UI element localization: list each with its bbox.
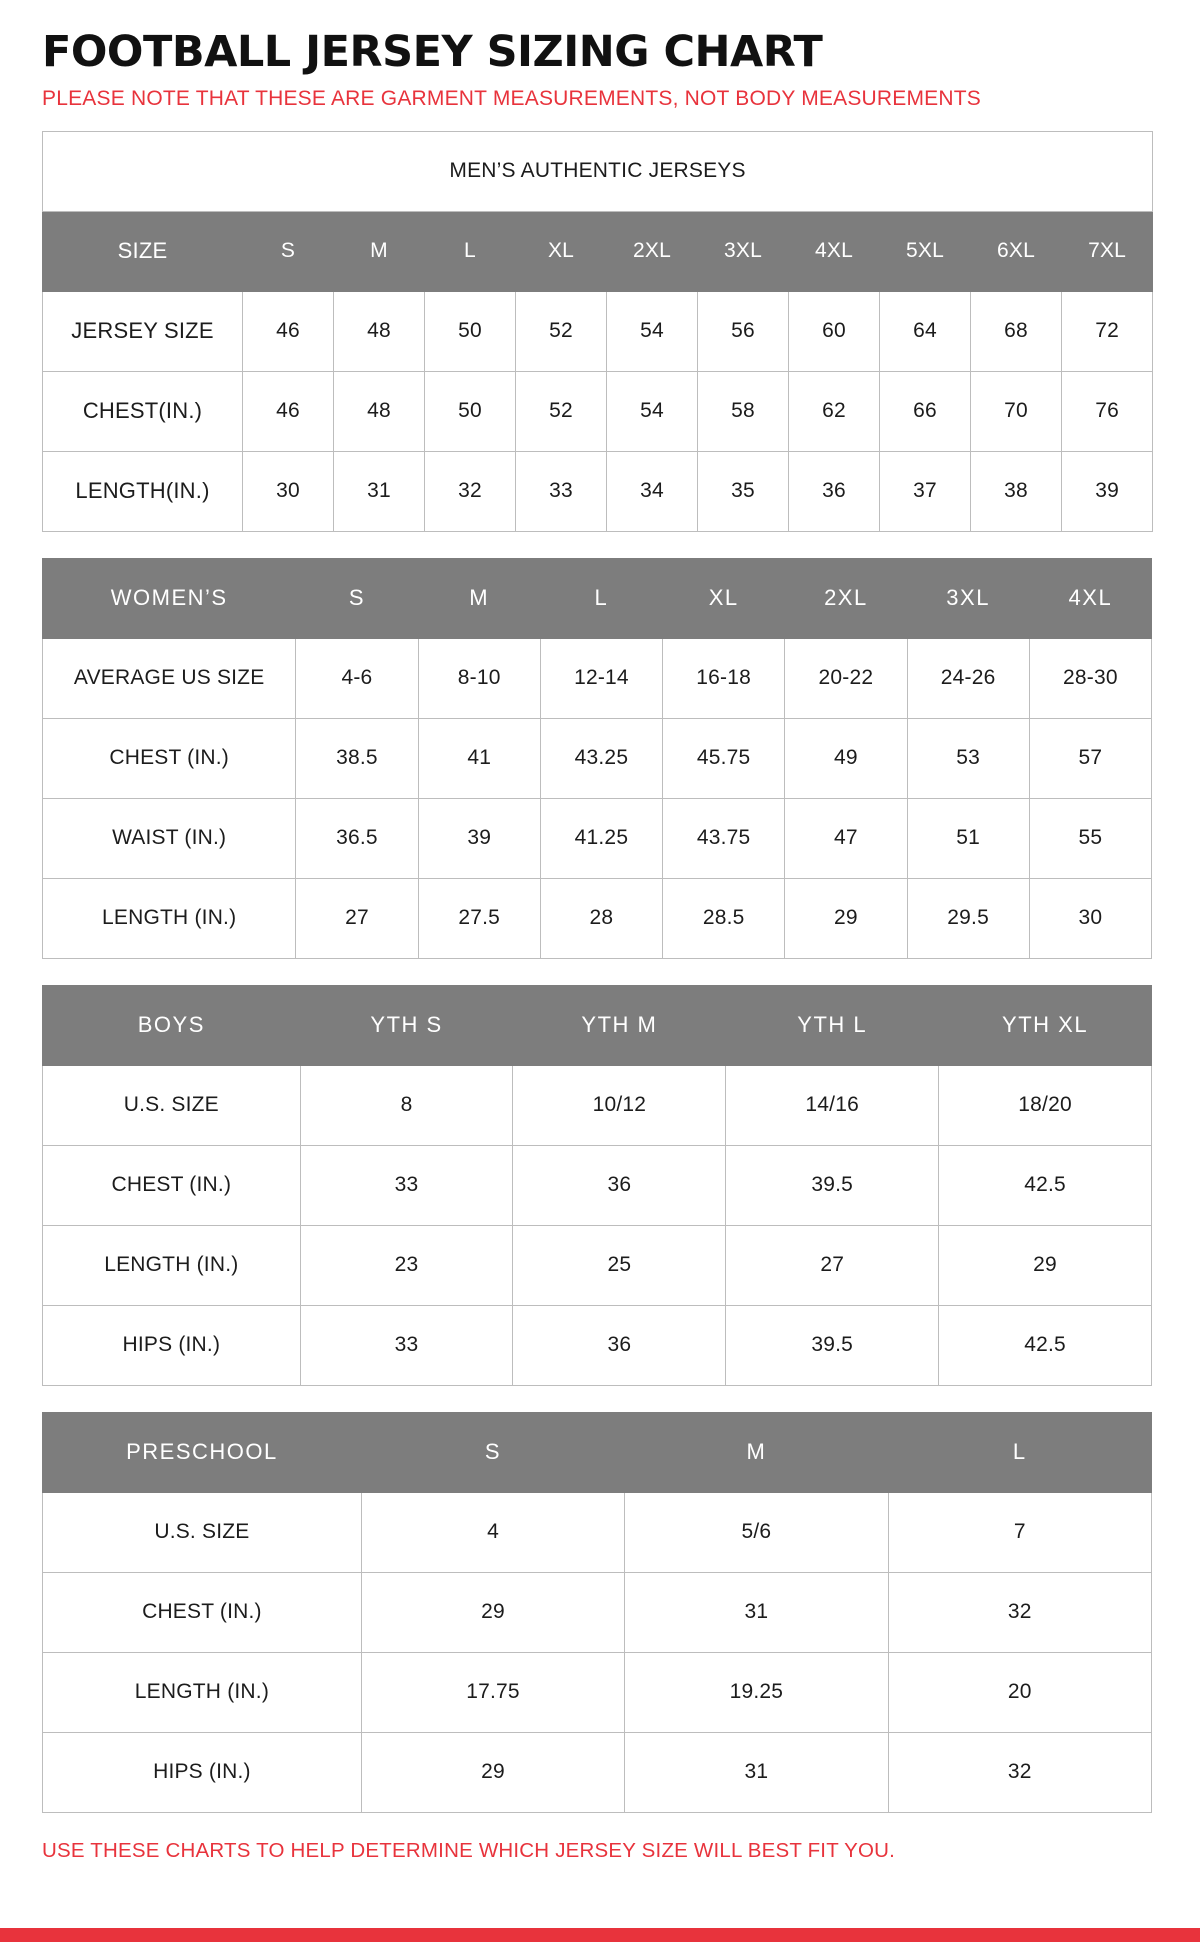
- row-label: CHEST (IN.): [43, 718, 296, 798]
- row-label: JERSEY SIZE: [43, 291, 243, 371]
- row-label: WAIST (IN.): [43, 798, 296, 878]
- cell: 16-18: [663, 638, 785, 718]
- cell: 33: [516, 451, 607, 531]
- cell: 43.25: [540, 718, 662, 798]
- cell: 60: [789, 291, 880, 371]
- cell: 10/12: [513, 1065, 726, 1145]
- womens-header-cell: M: [418, 558, 540, 638]
- cell: 28-30: [1029, 638, 1151, 718]
- table-row: [43, 1572, 1152, 1652]
- cell: 76: [1062, 371, 1153, 451]
- mens-header-cell: 6XL: [971, 211, 1062, 291]
- cell: 31: [625, 1572, 888, 1652]
- cell: 50: [425, 371, 516, 451]
- cell: 64: [880, 291, 971, 371]
- cell: 42.5: [939, 1305, 1152, 1385]
- boys-header-cell: BOYS: [43, 985, 301, 1065]
- cell: 31: [334, 451, 425, 531]
- table-row: [43, 1652, 1152, 1732]
- cell: 54: [607, 291, 698, 371]
- row-label: CHEST (IN.): [43, 1572, 362, 1652]
- cell: 30: [1029, 878, 1151, 958]
- preschool-header-cell: S: [361, 1412, 624, 1492]
- cell: 8-10: [418, 638, 540, 718]
- table-row: [43, 878, 1152, 958]
- boys-header-cell: YTH M: [513, 985, 726, 1065]
- cell: 29: [785, 878, 907, 958]
- row-label: CHEST (IN.): [43, 1145, 301, 1225]
- cell: 52: [516, 291, 607, 371]
- table-row: [43, 798, 1152, 878]
- mens-header-cell: S: [243, 211, 334, 291]
- cell: 66: [880, 371, 971, 451]
- cell: 36.5: [296, 798, 418, 878]
- table-row: [43, 1732, 1152, 1812]
- cell: 52: [516, 371, 607, 451]
- row-label: LENGTH (IN.): [43, 878, 296, 958]
- mens-header-cell: 4XL: [789, 211, 880, 291]
- mens-header-row: [43, 211, 1153, 291]
- womens-header-cell: L: [540, 558, 662, 638]
- cell: 42.5: [939, 1145, 1152, 1225]
- cell: 38.5: [296, 718, 418, 798]
- table-row: [43, 371, 1153, 451]
- cell: 45.75: [663, 718, 785, 798]
- cell: 25: [513, 1225, 726, 1305]
- cell: 28: [540, 878, 662, 958]
- cell: 4-6: [296, 638, 418, 718]
- cell: 14/16: [726, 1065, 939, 1145]
- row-label: HIPS (IN.): [43, 1732, 362, 1812]
- table-row: [43, 718, 1152, 798]
- cell: 56: [698, 291, 789, 371]
- womens-header-cell: 4XL: [1029, 558, 1151, 638]
- boys-header-cell: YTH S: [300, 985, 513, 1065]
- cell: 34: [607, 451, 698, 531]
- womens-header-cell: WOMEN’S: [43, 558, 296, 638]
- cell: 29.5: [907, 878, 1029, 958]
- cell: 5/6: [625, 1492, 888, 1572]
- page-subtitle: PLEASE NOTE THAT THESE ARE GARMENT MEASUREMENTS, NOT BODY MEASUREMENTS: [42, 87, 981, 111]
- mens-banner: MEN’S AUTHENTIC JERSEYS: [43, 131, 1153, 211]
- cell: 37: [880, 451, 971, 531]
- cell: 72: [1062, 291, 1153, 371]
- cell: 39.5: [726, 1145, 939, 1225]
- preschool-header-cell: L: [888, 1412, 1151, 1492]
- womens-header-cell: 3XL: [907, 558, 1029, 638]
- row-label: LENGTH (IN.): [43, 1652, 362, 1732]
- mens-sizing-table: [42, 131, 1153, 532]
- cell: 48: [334, 291, 425, 371]
- cell: 20: [888, 1652, 1151, 1732]
- cell: 57: [1029, 718, 1151, 798]
- row-label: LENGTH (IN.): [43, 1225, 301, 1305]
- mens-header-cell: M: [334, 211, 425, 291]
- cell: 17.75: [361, 1652, 624, 1732]
- cell: 23: [300, 1225, 513, 1305]
- womens-sizing-table: [42, 558, 1152, 959]
- table-row: [43, 291, 1153, 371]
- cell: 70: [971, 371, 1062, 451]
- cell: 39: [418, 798, 540, 878]
- boys-sizing-table: [42, 985, 1152, 1386]
- cell: 36: [513, 1305, 726, 1385]
- womens-header-cell: XL: [663, 558, 785, 638]
- mens-header-cell: SIZE: [43, 211, 243, 291]
- cell: 32: [888, 1732, 1151, 1812]
- mens-header-cell: L: [425, 211, 516, 291]
- cell: 27.5: [418, 878, 540, 958]
- cell: 68: [971, 291, 1062, 371]
- cell: 55: [1029, 798, 1151, 878]
- preschool-header-cell: PRESCHOOL: [43, 1412, 362, 1492]
- table-row: [43, 1065, 1152, 1145]
- boys-header-cell: YTH L: [726, 985, 939, 1065]
- cell: 35: [698, 451, 789, 531]
- womens-header-cell: 2XL: [785, 558, 907, 638]
- mens-header-cell: XL: [516, 211, 607, 291]
- row-label: U.S. SIZE: [43, 1065, 301, 1145]
- mens-header-cell: 3XL: [698, 211, 789, 291]
- cell: 62: [789, 371, 880, 451]
- cell: 47: [785, 798, 907, 878]
- cell: 36: [789, 451, 880, 531]
- cell: 18/20: [939, 1065, 1152, 1145]
- womens-header-cell: S: [296, 558, 418, 638]
- cell: 58: [698, 371, 789, 451]
- cell: 39: [1062, 451, 1153, 531]
- preschool-header-row: [43, 1412, 1152, 1492]
- boys-header-cell: YTH XL: [939, 985, 1152, 1065]
- cell: 20-22: [785, 638, 907, 718]
- cell: 51: [907, 798, 1029, 878]
- mens-banner-row: [43, 131, 1153, 211]
- table-row: [43, 1305, 1152, 1385]
- cell: 24-26: [907, 638, 1029, 718]
- cell: 29: [939, 1225, 1152, 1305]
- row-label: HIPS (IN.): [43, 1305, 301, 1385]
- row-label: U.S. SIZE: [43, 1492, 362, 1572]
- cell: 29: [361, 1572, 624, 1652]
- cell: 7: [888, 1492, 1151, 1572]
- cell: 4: [361, 1492, 624, 1572]
- cell: 32: [425, 451, 516, 531]
- womens-header-row: [43, 558, 1152, 638]
- cell: 32: [888, 1572, 1151, 1652]
- row-label: CHEST(IN.): [43, 371, 243, 451]
- cell: 19.25: [625, 1652, 888, 1732]
- cell: 27: [726, 1225, 939, 1305]
- cell: 46: [243, 291, 334, 371]
- mens-header-cell: 5XL: [880, 211, 971, 291]
- table-row: [43, 1145, 1152, 1225]
- cell: 12-14: [540, 638, 662, 718]
- cell: 38: [971, 451, 1062, 531]
- row-label: AVERAGE US SIZE: [43, 638, 296, 718]
- cell: 30: [243, 451, 334, 531]
- table-row: [43, 1492, 1152, 1572]
- table-row: [43, 451, 1153, 531]
- cell: 49: [785, 718, 907, 798]
- cell: 31: [625, 1732, 888, 1812]
- cell: 43.75: [663, 798, 785, 878]
- cell: 48: [334, 371, 425, 451]
- table-row: [43, 638, 1152, 718]
- cell: 53: [907, 718, 1029, 798]
- cell: 41.25: [540, 798, 662, 878]
- cell: 33: [300, 1145, 513, 1225]
- bottom-accent-bar: [0, 1928, 1200, 1942]
- cell: 39.5: [726, 1305, 939, 1385]
- cell: 28.5: [663, 878, 785, 958]
- cell: 29: [361, 1732, 624, 1812]
- cell: 33: [300, 1305, 513, 1385]
- cell: 27: [296, 878, 418, 958]
- cell: 54: [607, 371, 698, 451]
- mens-header-cell: 7XL: [1062, 211, 1153, 291]
- cell: 8: [300, 1065, 513, 1145]
- mens-header-cell: 2XL: [607, 211, 698, 291]
- cell: 50: [425, 291, 516, 371]
- footer-note: USE THESE CHARTS TO HELP DETERMINE WHICH JERSEY SIZE WILL BEST FIT YOU.: [42, 1838, 895, 1862]
- cell: 46: [243, 371, 334, 451]
- preschool-sizing-table: [42, 1412, 1152, 1813]
- row-label: LENGTH(IN.): [43, 451, 243, 531]
- page-title: FOOTBALL JERSEY SIZING CHART: [42, 27, 823, 77]
- cell: 36: [513, 1145, 726, 1225]
- cell: 41: [418, 718, 540, 798]
- boys-header-row: [43, 985, 1152, 1065]
- table-row: [43, 1225, 1152, 1305]
- preschool-header-cell: M: [625, 1412, 888, 1492]
